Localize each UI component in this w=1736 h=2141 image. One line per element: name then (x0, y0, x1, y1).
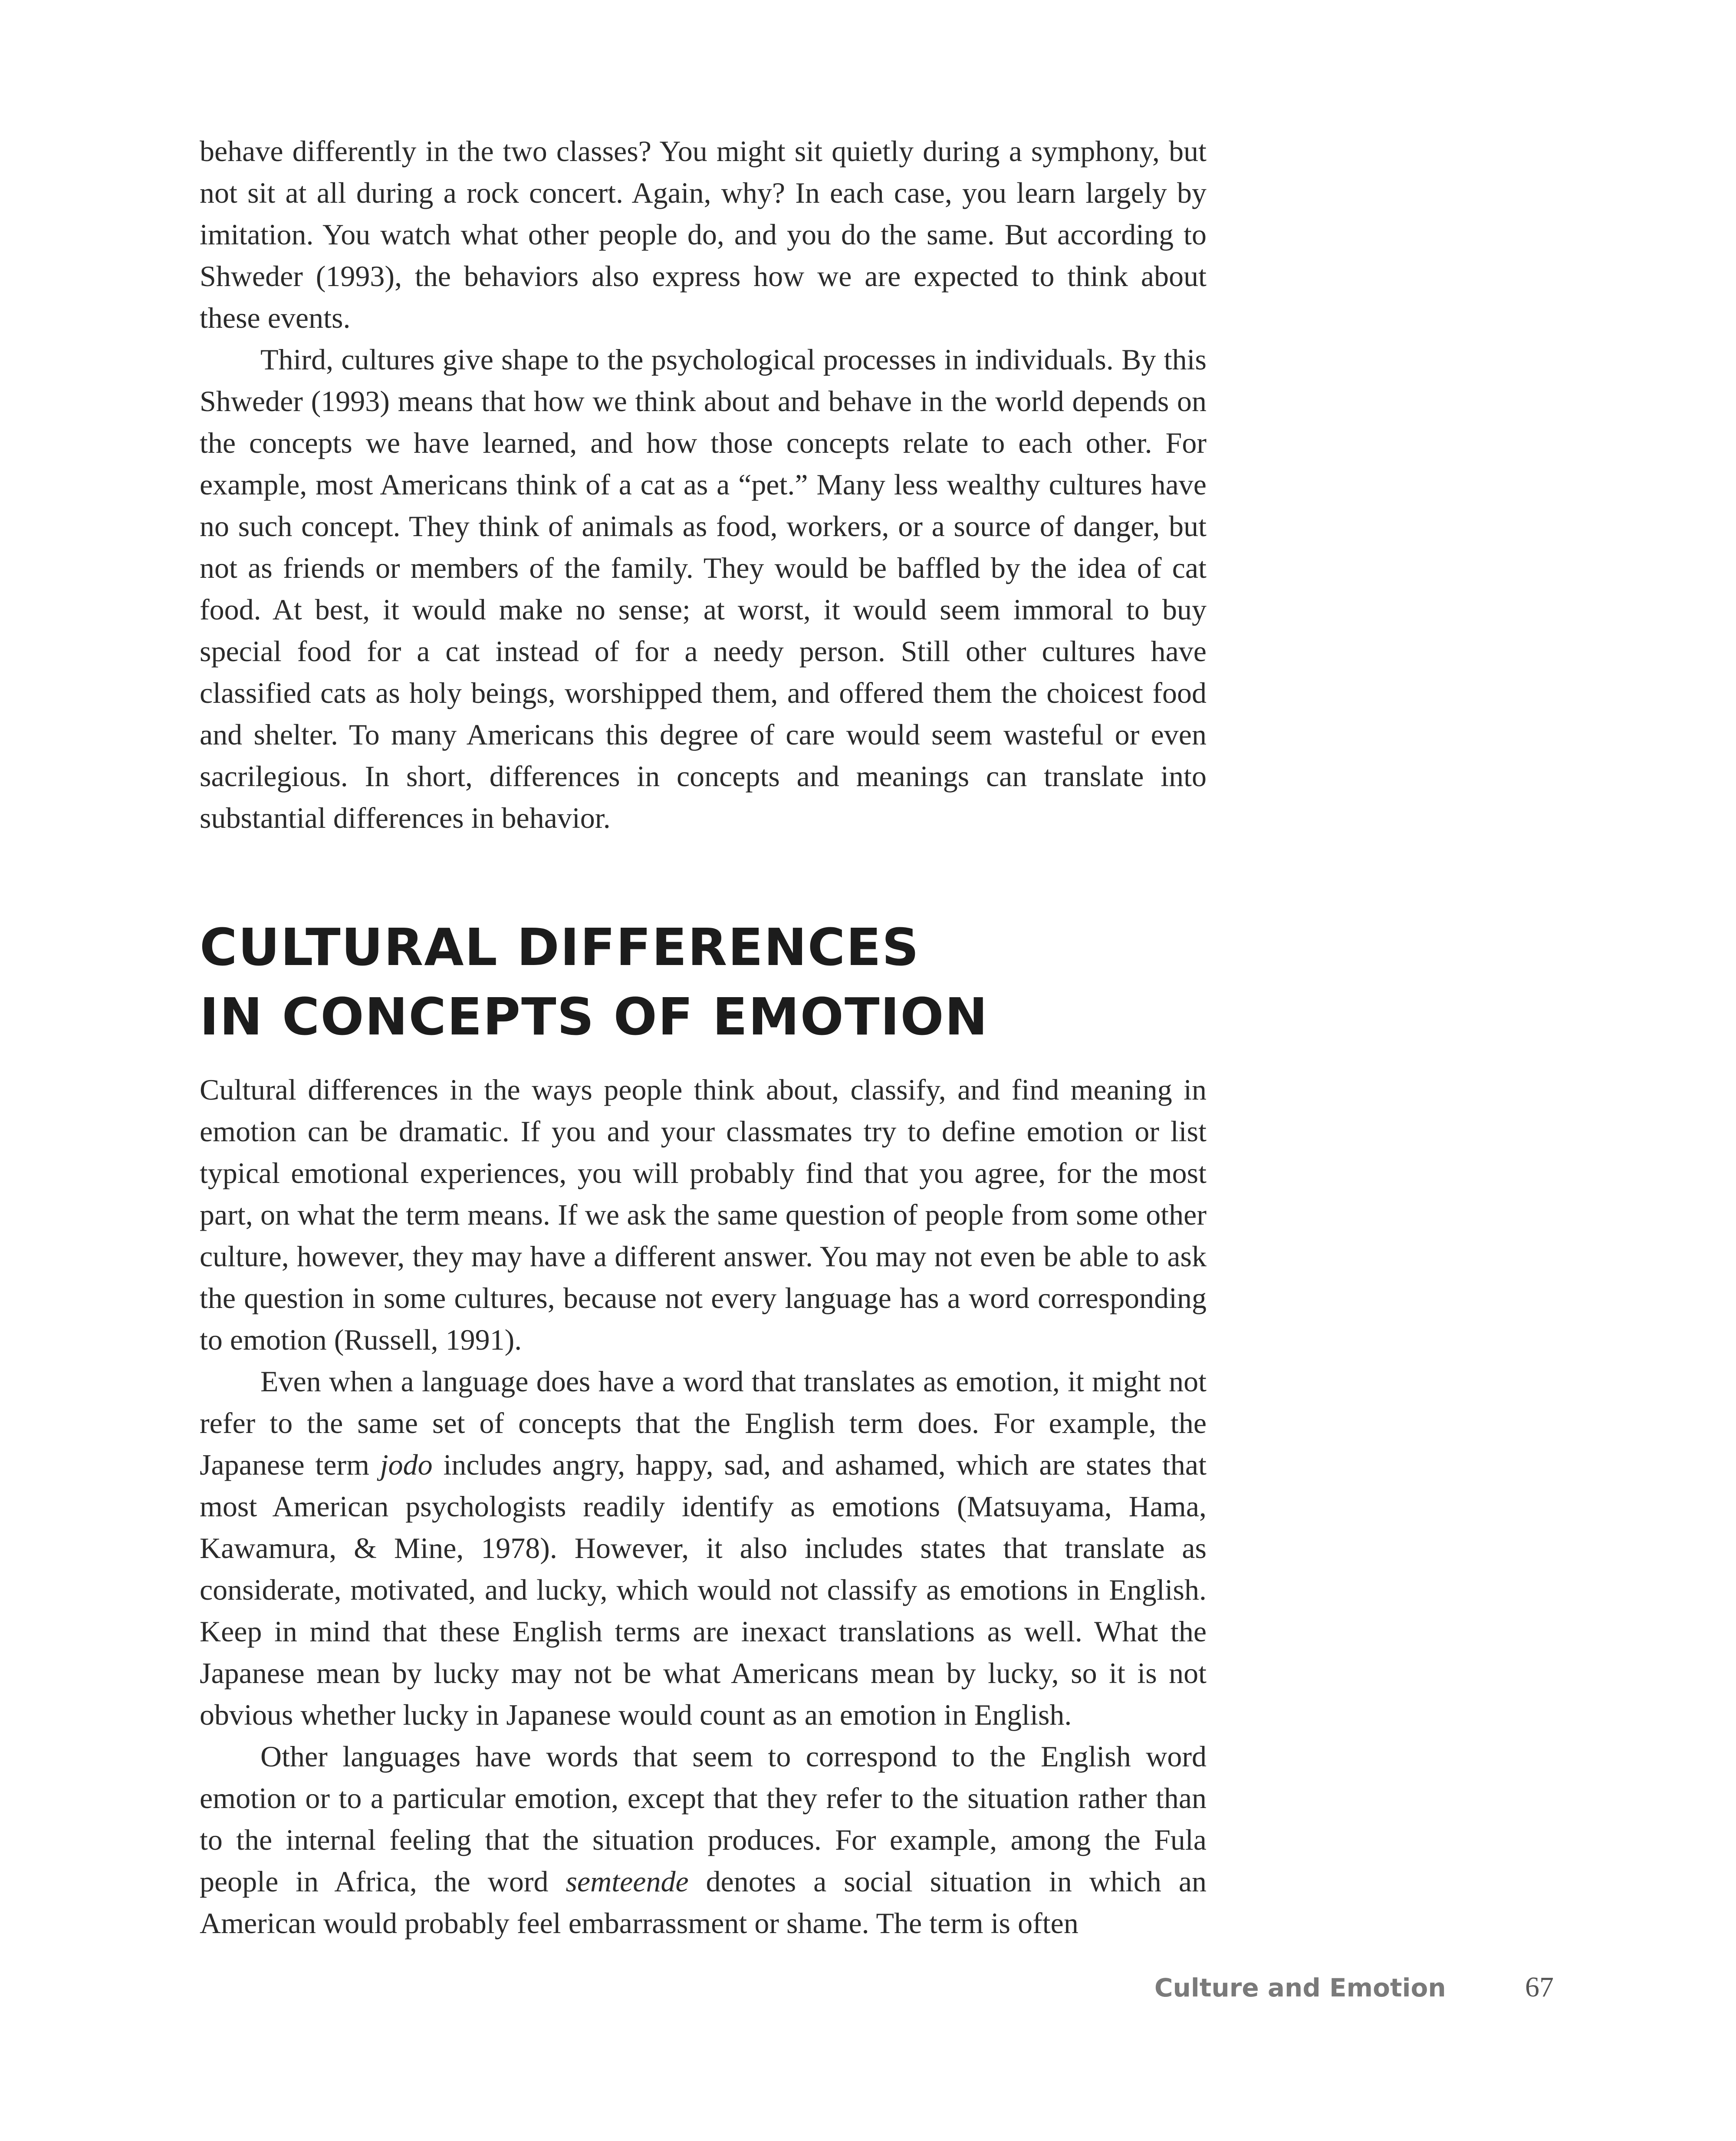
paragraph-text: Other languages have words that seem to correspond to the English word emotion or to a particular emotion, except that they refer to the situation rather than to the internal feeling that the situation produces. For example, among the Fula people in Africa, the word (200, 1740, 1207, 1898)
paragraph-japanese-jodo (200, 1360, 1207, 1736)
page-content (200, 130, 1207, 1944)
section-heading (200, 912, 1207, 1051)
section-heading-line-2: IN CONCEPTS OF EMOTION (200, 987, 989, 1047)
paragraph-fula-semteende (200, 1736, 1207, 1944)
section-heading-line-1: CULTURAL DIFFERENCES (200, 917, 920, 977)
paragraph-text: denotes a social situation in which an American would probably feel embarrassment or shame. The term is often (200, 1865, 1207, 1940)
page-footer (1154, 1971, 1554, 2004)
paragraph-text: includes angry, happy, sad, and ashamed, which are states that most American psychologists readily identify as emotions (Matsuyama, Hama, Kawamura, & Mine, 1978). However, it also includes states that translate as considerate, motivated, and lucky, which would not classify as emotions in English. Keep in mind that these English terms are inexact translations as well. What the Japanese mean by lucky may not be what Americans mean by lucky, so it is not obvious whether lucky in Japanese would count as an emotion in English. (200, 1448, 1207, 1731)
paragraph-cultural-differences: Cultural differences in the ways people think about, classify, and find meaning in emotion can be dramatic. If you and your classmates try to define emotion or list typical emotional experiences, you will probably find that you agree, for the most part, on what the term means. If we ask the same question of people from some other culture, however, they may have a different answer. You may not even be able to ask the question in some cultures, because not every language has a word corresponding to emotion (Russell, 1991). (200, 1073, 1207, 1356)
italic-term-semteende: semteende (566, 1865, 689, 1898)
paragraph-text: Even when a language does have a word that translates as emotion, it might not refer to the same set of concepts that the English term does. For example, the Japanese term (200, 1365, 1207, 1481)
running-title: Culture and Emotion (1154, 1973, 1446, 2003)
italic-term-jodo: jodo (380, 1448, 433, 1481)
page-number: 67 (1525, 1971, 1554, 2003)
paragraph-continued: behave differently in the two classes? You might sit quietly during a symphony, but not sit at all during a rock concert. Again, why? In each case, you learn largely by imitation. You watch what other people do, and you do the same. But according to Shweder (1993), the behaviors also express how we are expected to think about these events. (200, 135, 1207, 334)
paragraph-shweder-third: Third, cultures give shape to the psychological processes in individuals. By this Shweder (1993) means that how we think about and behave in the world depends on the concepts we have learned, and how those concepts relate to each other. For example, most Americans think of a cat as a “pet.” Many less wealthy cultures have no such concept. They think of animals as food, workers, or a source of danger, but not as friends or members of the family. They would be baffled by the idea of cat food. At best, it would make no sense; at worst, it would seem immoral to buy special food for a cat instead of for a needy person. Still other cultures have classified cats as holy beings, worshipped them, and offered them the choicest food and shelter. To many Americans this degree of care would seem wasteful or even sacrilegious. In short, differences in concepts and meanings can translate into substantial differences in behavior. (200, 343, 1207, 834)
